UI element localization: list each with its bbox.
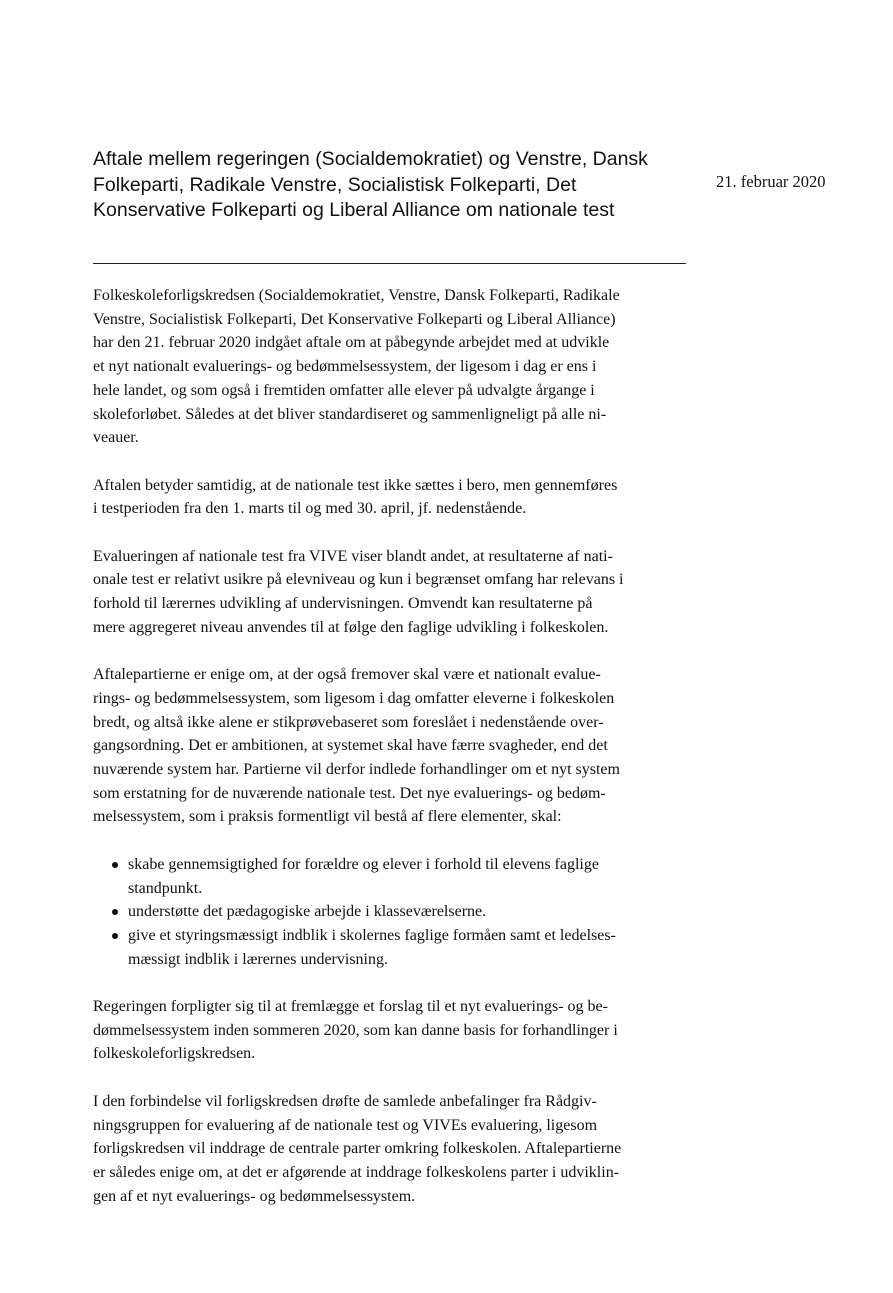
text-line: hele landet, og som også i fremtiden omfatter alle elever på udvalgte årgange i xyxy=(93,381,595,399)
text-line: Venstre, Socialistisk Folkeparti, Det Konservative Folkeparti og Liberal Alliance) xyxy=(93,310,616,328)
text-line: dømmelsessystem inden sommeren 2020, som kan danne basis for forhandlinger i xyxy=(93,1021,618,1039)
document-title xyxy=(93,147,693,224)
title-line: Folkeparti, Radikale Venstre, Socialistisk Folkeparti, Det xyxy=(93,173,577,196)
text-line: understøtte det pædagogiske arbejde i klasseværelserne. xyxy=(128,903,487,921)
text-line: forligskredsen vil inddrage de centrale parter omkring folkeskolen. Aftalepartierne xyxy=(93,1140,622,1158)
text-line: ningsgruppen for evaluering af de nationale test og VIVEs evaluering, ligesom xyxy=(93,1116,598,1134)
document-body xyxy=(93,284,713,1232)
title-line: Aftale mellem regeringen (Socialdemokratiet) og Venstre, Dansk xyxy=(93,148,648,170)
title-divider xyxy=(93,263,686,264)
paragraph-government-proposal xyxy=(93,995,713,1066)
title-line: Konservative Folkeparti og Liberal Alliance om nationale test xyxy=(93,199,615,221)
paragraph-test-period xyxy=(93,474,713,521)
text-line: mæssigt indblik i lærernes undervisning. xyxy=(128,950,388,968)
text-line: bredt, og altså ikke alene er stikprøvebaseret som foreslået i nedenstående over- xyxy=(93,713,604,731)
bullet-icon xyxy=(112,909,118,915)
text-line: I den forbindelse vil forligskredsen drøfte de samlede anbefalinger fra Rådgiv- xyxy=(93,1092,597,1110)
paragraph-vive-evaluation xyxy=(93,545,713,640)
text-line: mere aggregeret niveau anvendes til at følge den faglige udvikling i folkeskolen. xyxy=(93,618,609,636)
goals-list xyxy=(93,853,713,972)
paragraph-agreement xyxy=(93,284,713,450)
text-line: melsessystem, som i praksis formentligt vil bestå af flere elementer, skal: xyxy=(93,808,562,826)
list-item xyxy=(93,853,713,900)
text-line: onale test er relativt usikre på elevniveau og kun i begrænset omfang har relevans i xyxy=(93,571,624,589)
text-line: Regeringen forpligter sig til at fremlægge et forslag til et nyt evaluerings- og be- xyxy=(93,998,608,1016)
text-line: skabe gennemsigtighed for forældre og elever i forhold til elevens faglige xyxy=(128,855,599,873)
text-line: skoleforløbet. Således at det bliver standardiseret og sammenligneligt på alle ni- xyxy=(93,405,607,423)
text-line: give et styringsmæssigt indblik i skolernes faglige formåen samt et ledelses- xyxy=(128,926,616,944)
text-line: Folkeskoleforligskredsen (Socialdemokratiet, Venstre, Dansk Folkeparti, Radikale xyxy=(93,287,620,304)
text-line: i testperioden fra den 1. marts til og med 30. april, jf. nedenstående. xyxy=(93,500,527,518)
text-line: gangsordning. Det er ambitionen, at systemet skal have færre svagheder, end det xyxy=(93,737,608,755)
list-item xyxy=(93,924,713,971)
paragraph-stakeholders xyxy=(93,1090,713,1209)
text-line: som erstatning for de nuværende nationale test. Det nye evaluerings- og bedøm- xyxy=(93,784,606,802)
text-line: Evalueringen af nationale test fra VIVE viser blandt andet, at resultaterne af nati- xyxy=(93,547,613,565)
text-line: veauer. xyxy=(93,429,139,447)
paragraph-new-system xyxy=(93,663,713,829)
text-line: er således enige om, at det er afgørende at inddrage folkeskolens parter i udviklin- xyxy=(93,1163,620,1181)
text-line: nuværende system har. Partierne vil derfor indlede forhandlinger om et nyt system xyxy=(93,761,620,779)
text-line: forhold til lærernes udvikling af undervisningen. Omvendt kan resultaterne på xyxy=(93,595,593,613)
bullet-icon xyxy=(112,933,118,939)
bullet-icon xyxy=(112,862,118,868)
document-date: 21. februar 2020 xyxy=(716,172,826,191)
text-line: rings- og bedømmelsessystem, som ligesom i dag omfatter eleverne i folkeskolen xyxy=(93,689,615,707)
list-item xyxy=(93,900,713,924)
text-line: gen af et nyt evaluerings- og bedømmelsessystem. xyxy=(93,1187,416,1205)
text-line: Aftalepartierne er enige om, at der også fremover skal være et nationalt evalue- xyxy=(93,666,601,684)
text-line: har den 21. februar 2020 indgået aftale om at påbegynde arbejdet med at udvikle xyxy=(93,334,610,352)
text-line: standpunkt. xyxy=(128,879,203,897)
text-line: et nyt nationalt evaluerings- og bedømmelsessystem, der ligesom i dag er ens i xyxy=(93,358,597,376)
text-line: folkeskoleforligskredsen. xyxy=(93,1045,256,1063)
text-line: Aftalen betyder samtidig, at de nationale test ikke sættes i bero, men gennemføres xyxy=(93,476,618,494)
